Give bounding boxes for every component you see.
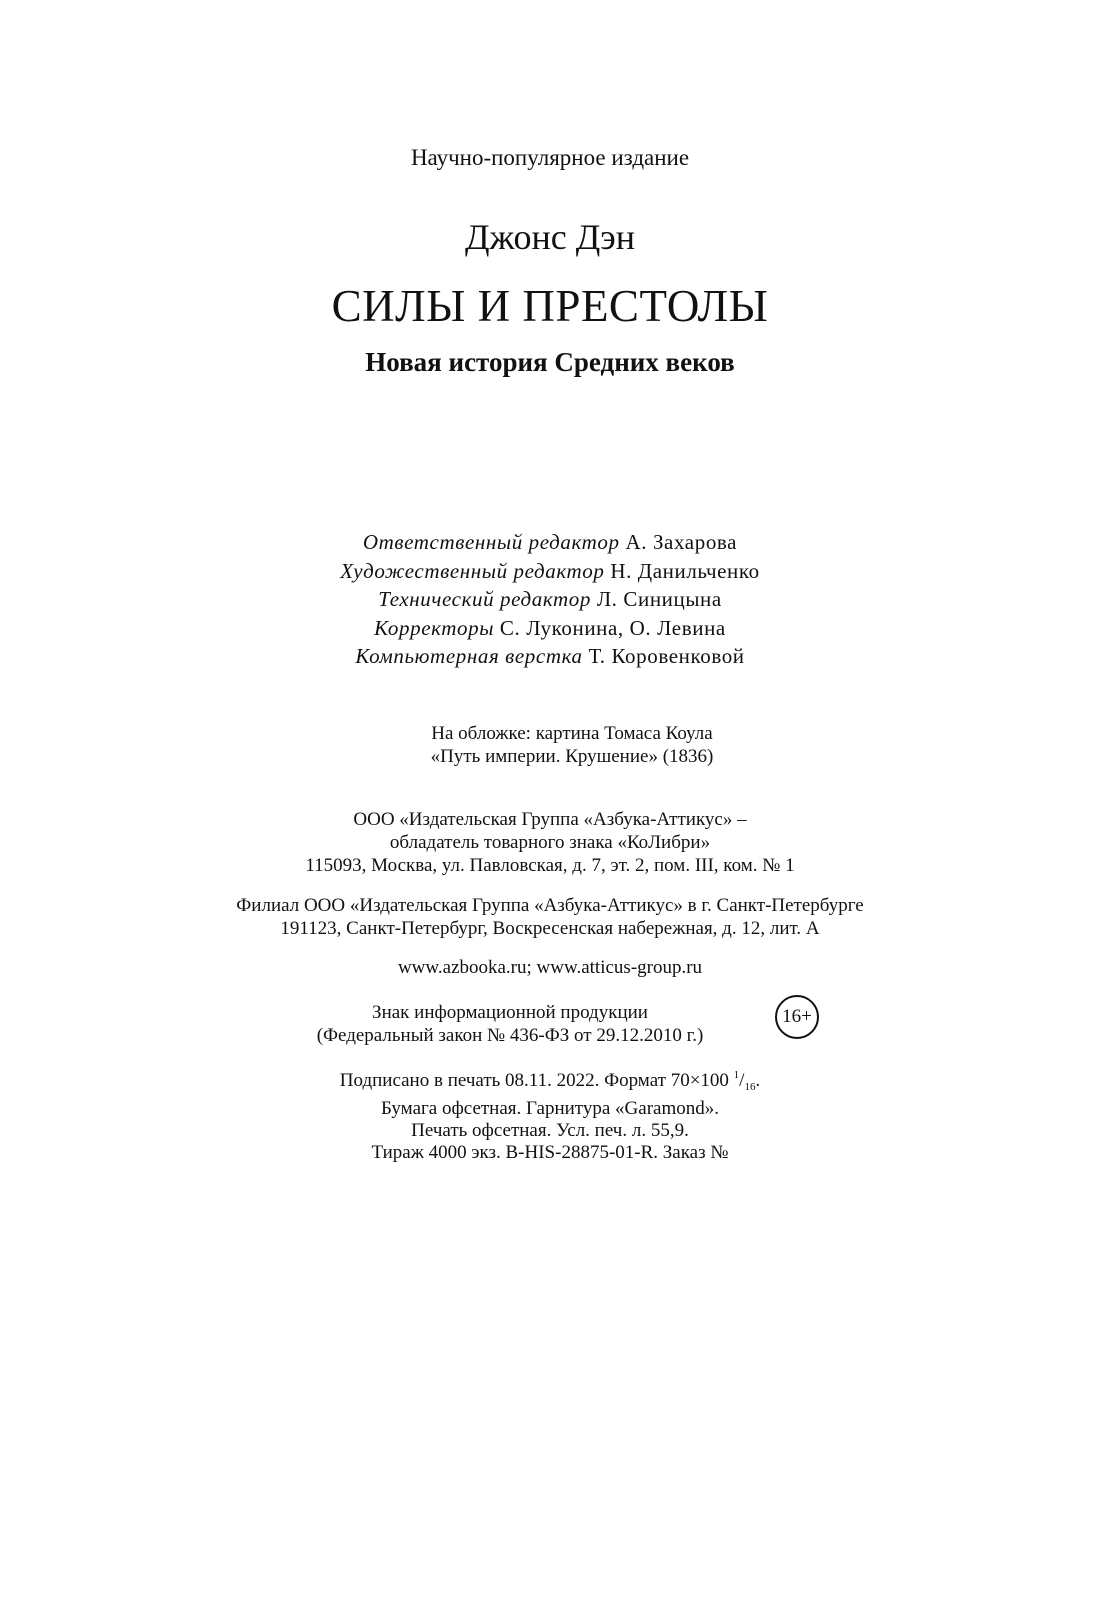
credit-person: А. Захарова bbox=[619, 530, 738, 554]
cover-note bbox=[22, 722, 1100, 768]
book-title: СИЛЫ И ПРЕСТОЛЫ bbox=[331, 281, 769, 331]
credit-person: С. Луконина, О. Левина bbox=[494, 615, 726, 640]
credit-role: Ответственный редактор bbox=[362, 530, 620, 554]
format-fraction-numerator: 1 bbox=[733, 1069, 740, 1081]
credit-person: Н. Данильченко bbox=[604, 558, 760, 583]
branch-info bbox=[0, 894, 1100, 940]
publisher-line: обладатель товарного знака «КоЛибри» bbox=[389, 832, 711, 853]
print-line-run: Тираж 4000 экз. B-HIS-28875-01-R. Заказ № bbox=[371, 1142, 729, 1163]
print-line-press: Печать офсетная. Усл. печ. л. 55,9. bbox=[411, 1120, 689, 1141]
credit-line bbox=[0, 614, 1100, 643]
cover-note-line: «Путь империи. Крушение» (1836) bbox=[430, 746, 714, 767]
format-fraction-denominator: 16 bbox=[744, 1081, 756, 1093]
credit-line bbox=[0, 528, 1100, 557]
websites: www.azbooka.ru; www.atticus-group.ru bbox=[397, 957, 703, 978]
info-sign bbox=[0, 1001, 1060, 1047]
credit-line bbox=[0, 557, 1100, 586]
format-line-end: . bbox=[755, 1070, 761, 1091]
credit-role: Корректоры bbox=[374, 615, 495, 640]
info-sign-law: (Федеральный закон № 436-ФЗ от 29.12.2010 г.) bbox=[316, 1025, 704, 1046]
branch-address: 191123, Санкт-Петербург, Воскресенская набережная, д. 12, лит. А bbox=[280, 918, 820, 939]
credits-block bbox=[0, 528, 1100, 671]
print-line-format bbox=[0, 1064, 1100, 1098]
credit-line bbox=[0, 585, 1100, 614]
cover-note-line: На обложке: картина Томаса Коула bbox=[431, 723, 713, 744]
print-format-text: Подписано в печать 08.11. 2022. Формат 70×100 bbox=[339, 1070, 734, 1091]
publisher-line: ООО «Издательская Группа «Азбука-Аттикус» – bbox=[353, 809, 747, 830]
print-line-paper: Бумага офсетная. Гарнитура «Garamond». bbox=[380, 1098, 719, 1119]
format-fraction-separator: / bbox=[739, 1070, 745, 1091]
credit-person: Т. Коровенковой bbox=[582, 644, 745, 668]
publisher-address: 115093, Москва, ул. Павловская, д. 7, эт. 2, пом. III, ком. № 1 bbox=[305, 855, 795, 876]
author-name: Джонс Дэн bbox=[464, 217, 636, 257]
print-info bbox=[0, 1064, 1100, 1164]
credit-role: Технический редактор bbox=[378, 587, 591, 611]
age-rating-badge: 16+ bbox=[775, 995, 819, 1039]
credit-person: Л. Синицына bbox=[590, 587, 722, 611]
info-sign-line: Знак информационной продукции bbox=[372, 1002, 648, 1023]
credit-line bbox=[0, 642, 1100, 671]
edition-type: Научно-популярное издание bbox=[410, 145, 690, 170]
book-subtitle: Новая история Средних веков bbox=[365, 347, 735, 377]
credit-role: Компьютерная верстка bbox=[355, 644, 583, 668]
branch-line: Филиал ООО «Издательская Группа «Азбука-Аттикус» в г. Санкт-Петербурге bbox=[236, 895, 864, 916]
publisher-info bbox=[0, 808, 1100, 877]
credit-role: Художественный редактор bbox=[340, 558, 605, 583]
